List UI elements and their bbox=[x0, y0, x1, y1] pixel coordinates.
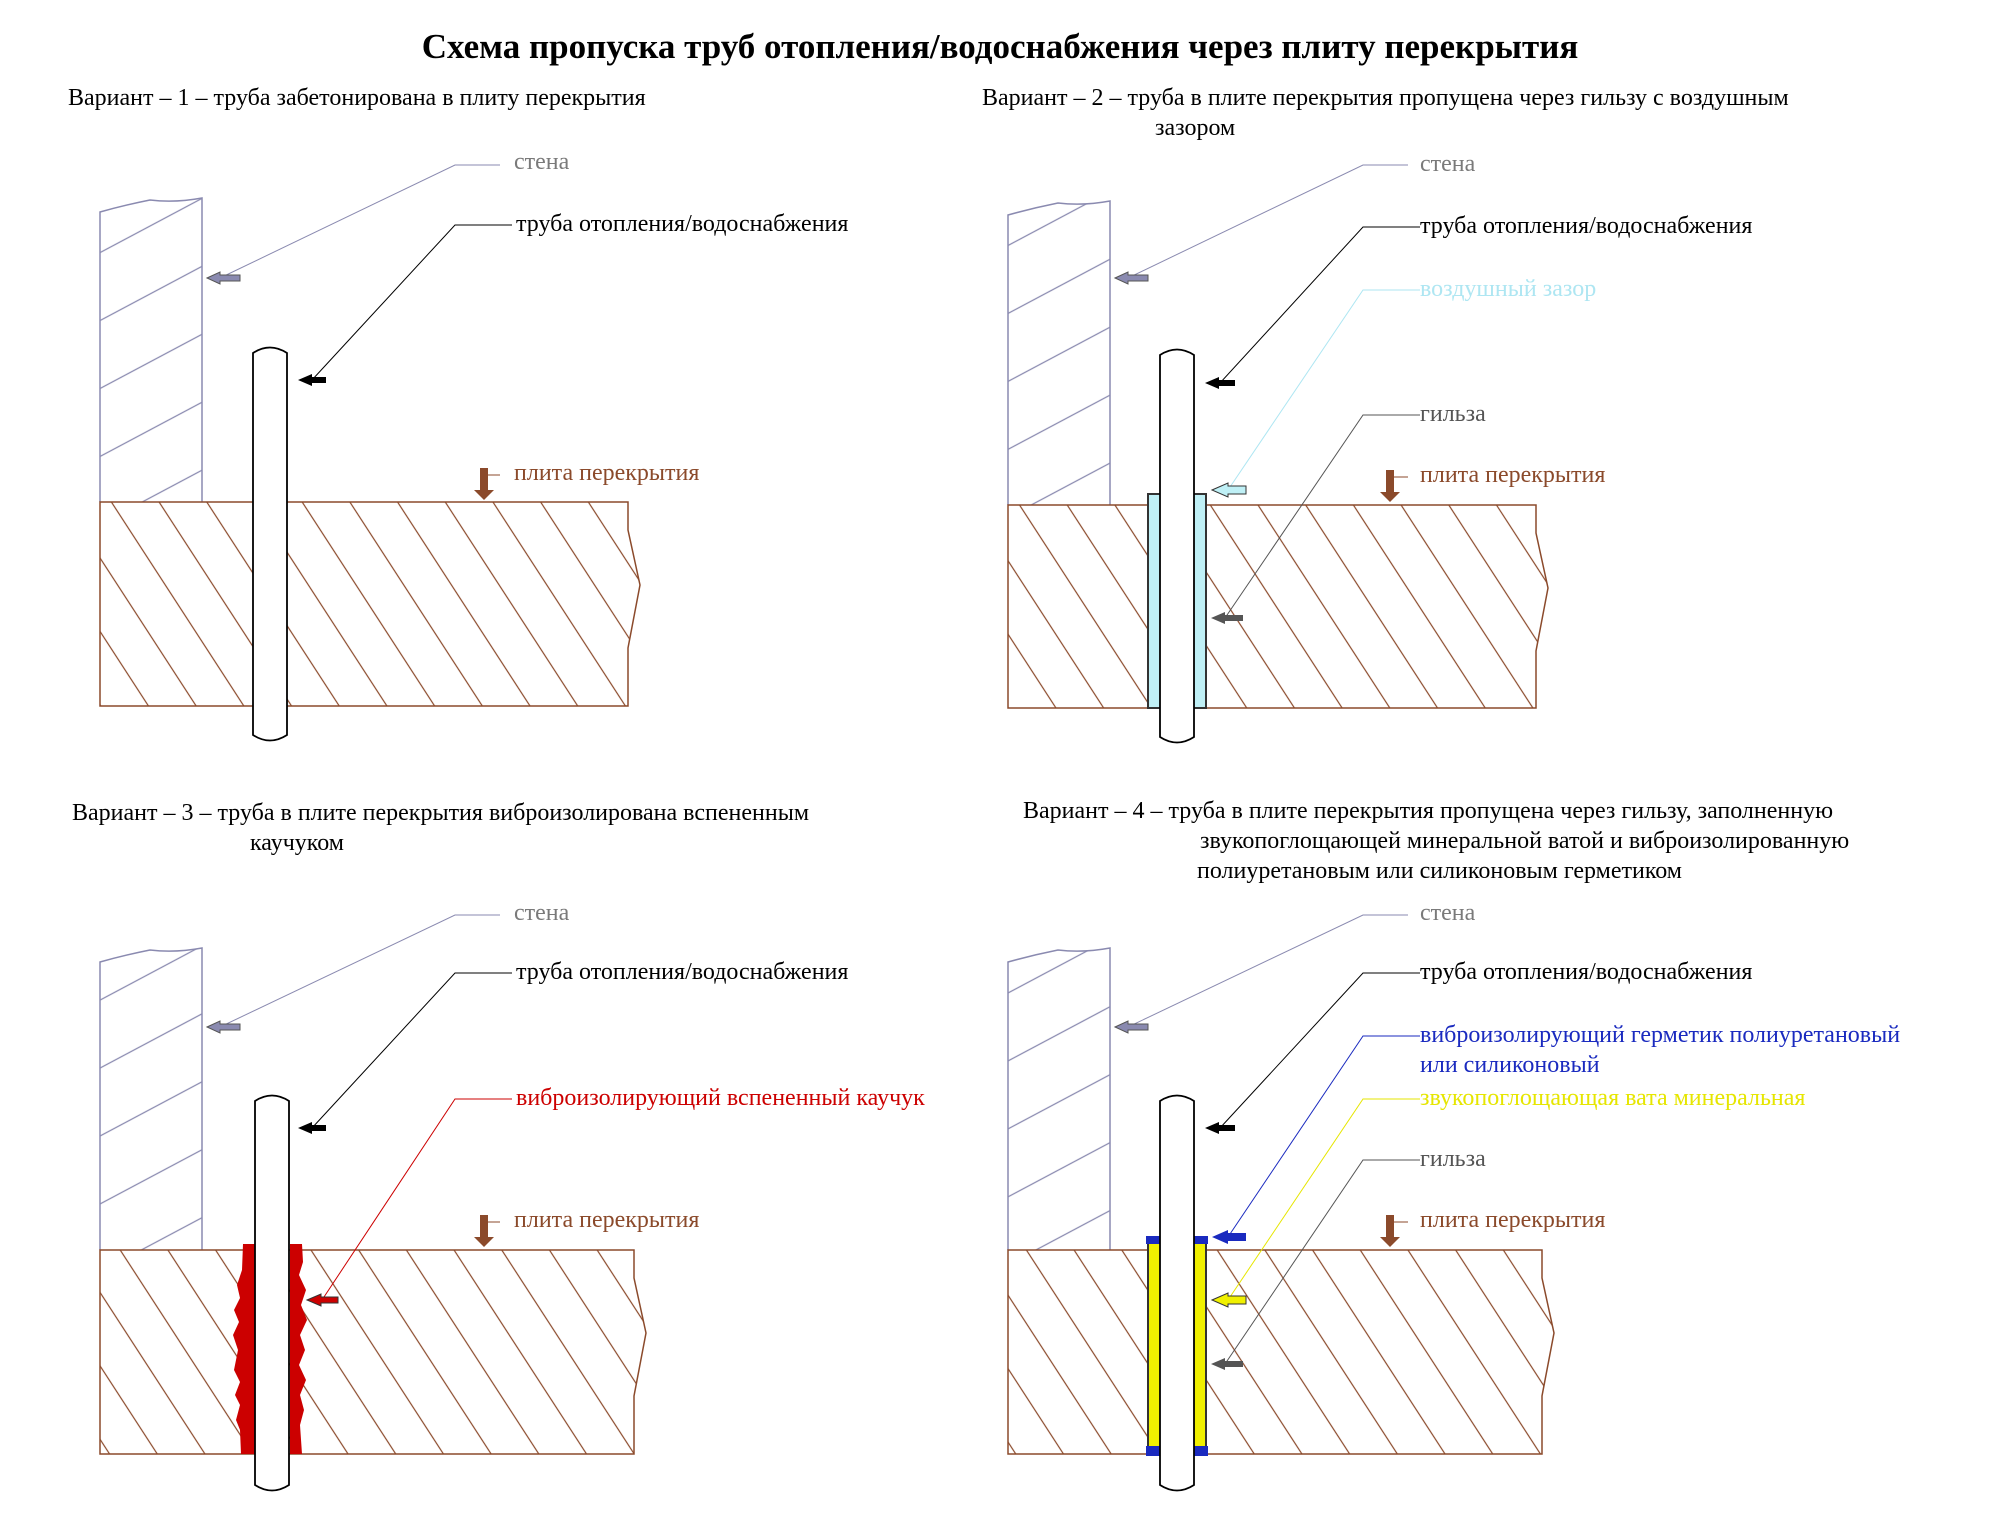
sealant-label-line1: виброизолирующий герметик полиуретановый bbox=[1420, 1022, 1901, 1048]
heating-pipe bbox=[253, 348, 287, 741]
heating-pipe bbox=[1160, 350, 1194, 743]
variant-3-heading-line1: Вариант – 3 – труба в плите перекрытия виброизолирована вспененным bbox=[72, 800, 810, 826]
sealant-label-line2: или силиконовый bbox=[1420, 1052, 1600, 1078]
pipe-label: труба отопления/водоснабжения bbox=[1420, 213, 1753, 239]
variant-4-heading-line1: Вариант – 4 – труба в плите перекрытия пропущена через гильзу, заполненную bbox=[1023, 798, 1834, 824]
pipe-label: труба отопления/водоснабжения bbox=[516, 211, 849, 237]
sealant-leader bbox=[1212, 1036, 1420, 1244]
variant-3-heading-line2: каучуком bbox=[250, 830, 344, 856]
wall-section bbox=[100, 948, 202, 1250]
slab-label: плита перекрытия bbox=[1420, 1207, 1606, 1233]
variant-3 bbox=[72, 800, 925, 1491]
variant-2 bbox=[982, 85, 1789, 743]
slab-arrow bbox=[1380, 1215, 1408, 1247]
slab-label: плита перекрытия bbox=[1420, 462, 1606, 488]
wall-section bbox=[100, 198, 202, 502]
air-gap-label: воздушный зазор bbox=[1420, 276, 1597, 302]
variant-4-heading-line2: звукопоглощающей минеральной ватой и виброизолированную bbox=[1200, 828, 1850, 854]
variant-2-heading-line1: Вариант – 2 – труба в плите перекрытия пропущена через гильзу с воздушным bbox=[982, 85, 1789, 111]
pipe-label: труба отопления/водоснабжения bbox=[516, 959, 849, 985]
wall-label: стена bbox=[1420, 151, 1476, 177]
slab-arrow bbox=[1380, 470, 1408, 502]
floor-slab bbox=[100, 502, 640, 706]
variant-1-heading: Вариант – 1 – труба забетонирована в плиту перекрытия bbox=[68, 85, 646, 111]
wool-label: звукопоглощающая вата минеральная bbox=[1420, 1085, 1806, 1111]
wall-section bbox=[1008, 201, 1110, 505]
floor-slab bbox=[1008, 505, 1548, 708]
variant-1 bbox=[68, 85, 848, 741]
slab-label: плита перекрытия bbox=[514, 460, 700, 486]
wall-section bbox=[1008, 948, 1110, 1250]
slab-arrow bbox=[474, 1215, 500, 1247]
floor-slab bbox=[100, 1250, 646, 1454]
air-gap-leader bbox=[1212, 290, 1420, 497]
rubber-label: виброизолирующий вспененный каучук bbox=[516, 1085, 925, 1111]
variant-4 bbox=[1008, 798, 1900, 1491]
slab-arrow bbox=[474, 468, 500, 500]
pipe-leader bbox=[1205, 973, 1420, 1134]
heating-pipe bbox=[1160, 1096, 1194, 1491]
pipe-label: труба отопления/водоснабжения bbox=[1420, 959, 1753, 985]
wall-leader bbox=[1115, 915, 1408, 1033]
slab-label: плита перекрытия bbox=[514, 1207, 700, 1233]
sleeve-label: гильза bbox=[1420, 401, 1486, 427]
wall-leader bbox=[207, 915, 500, 1033]
wall-label: стена bbox=[1420, 900, 1476, 926]
page-title: Схема пропуска труб отопления/водоснабжения через плиту перекрытия bbox=[421, 27, 1579, 66]
pipe-leader bbox=[298, 973, 512, 1134]
pipe-leader bbox=[298, 225, 512, 386]
wall-leader bbox=[1115, 165, 1408, 284]
wall-label: стена bbox=[514, 900, 570, 926]
sleeve-label: гильза bbox=[1420, 1146, 1486, 1172]
wall-label: стена bbox=[514, 149, 570, 175]
variant-4-heading-line3: полиуретановым или силиконовым герметиком bbox=[1197, 858, 1682, 884]
variant-2-heading-line2: зазором bbox=[1155, 115, 1236, 141]
heating-pipe bbox=[255, 1096, 289, 1491]
